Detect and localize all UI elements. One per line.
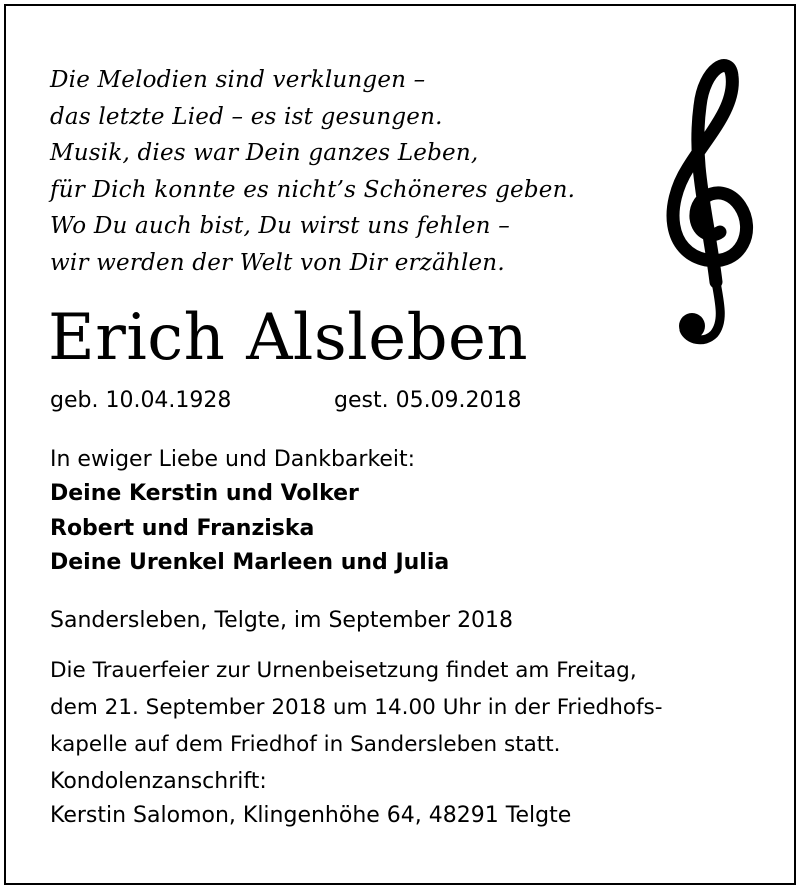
death-date: gest. 05.09.2018 [334, 388, 522, 413]
condolence-address-text: Kerstin Salomon, Klingenhöhe 64, 48291 Telgte [50, 803, 572, 829]
mourner-line: Robert und Franziska [50, 515, 315, 541]
ceremony-line: dem 21. September 2018 um 14.00 Uhr in der Friedhofs- [50, 695, 663, 720]
poem-line: wir werden der Welt von Dir erzählen. [50, 249, 505, 276]
poem-line: das letzte Lied – es ist gesungen. [50, 103, 443, 130]
mourner-line: Deine Kerstin und Volker [50, 481, 359, 507]
dedication-intro: In ewiger Liebe und Dankbarkeit: [50, 447, 416, 472]
poem-line: Musik, dies war Dein ganzes Leben, [50, 140, 479, 167]
deceased-name: Erich Alsleben [48, 301, 529, 375]
ceremony-line: kapelle auf dem Friedhof in Sandersleben statt. [50, 732, 561, 757]
treble-clef-icon [654, 46, 764, 356]
mourner-line: Deine Urenkel Marleen und Julia [50, 550, 450, 576]
place-and-date: Sandersleben, Telgte, im September 2018 [50, 608, 514, 633]
condolence-label: Kondolenzanschrift: [50, 769, 267, 794]
obituary-notice [4, 4, 796, 885]
memorial-poem [50, 62, 575, 282]
poem-line: für Dich konnte es nicht’s Schöneres geben. [50, 176, 576, 203]
condolence-address [50, 765, 571, 834]
poem-line: Die Melodien sind verklungen – [50, 67, 426, 93]
life-dates [50, 386, 522, 416]
birth-date: geb. 10.04.1928 [50, 388, 232, 413]
funeral-ceremony-info [50, 652, 663, 763]
dedication [50, 443, 449, 581]
ceremony-line: Die Trauerfeier zur Urnenbeisetzung findet am Freitag, [50, 658, 637, 683]
poem-line: Wo Du auch bist, Du wirst uns fehlen – [50, 213, 510, 240]
